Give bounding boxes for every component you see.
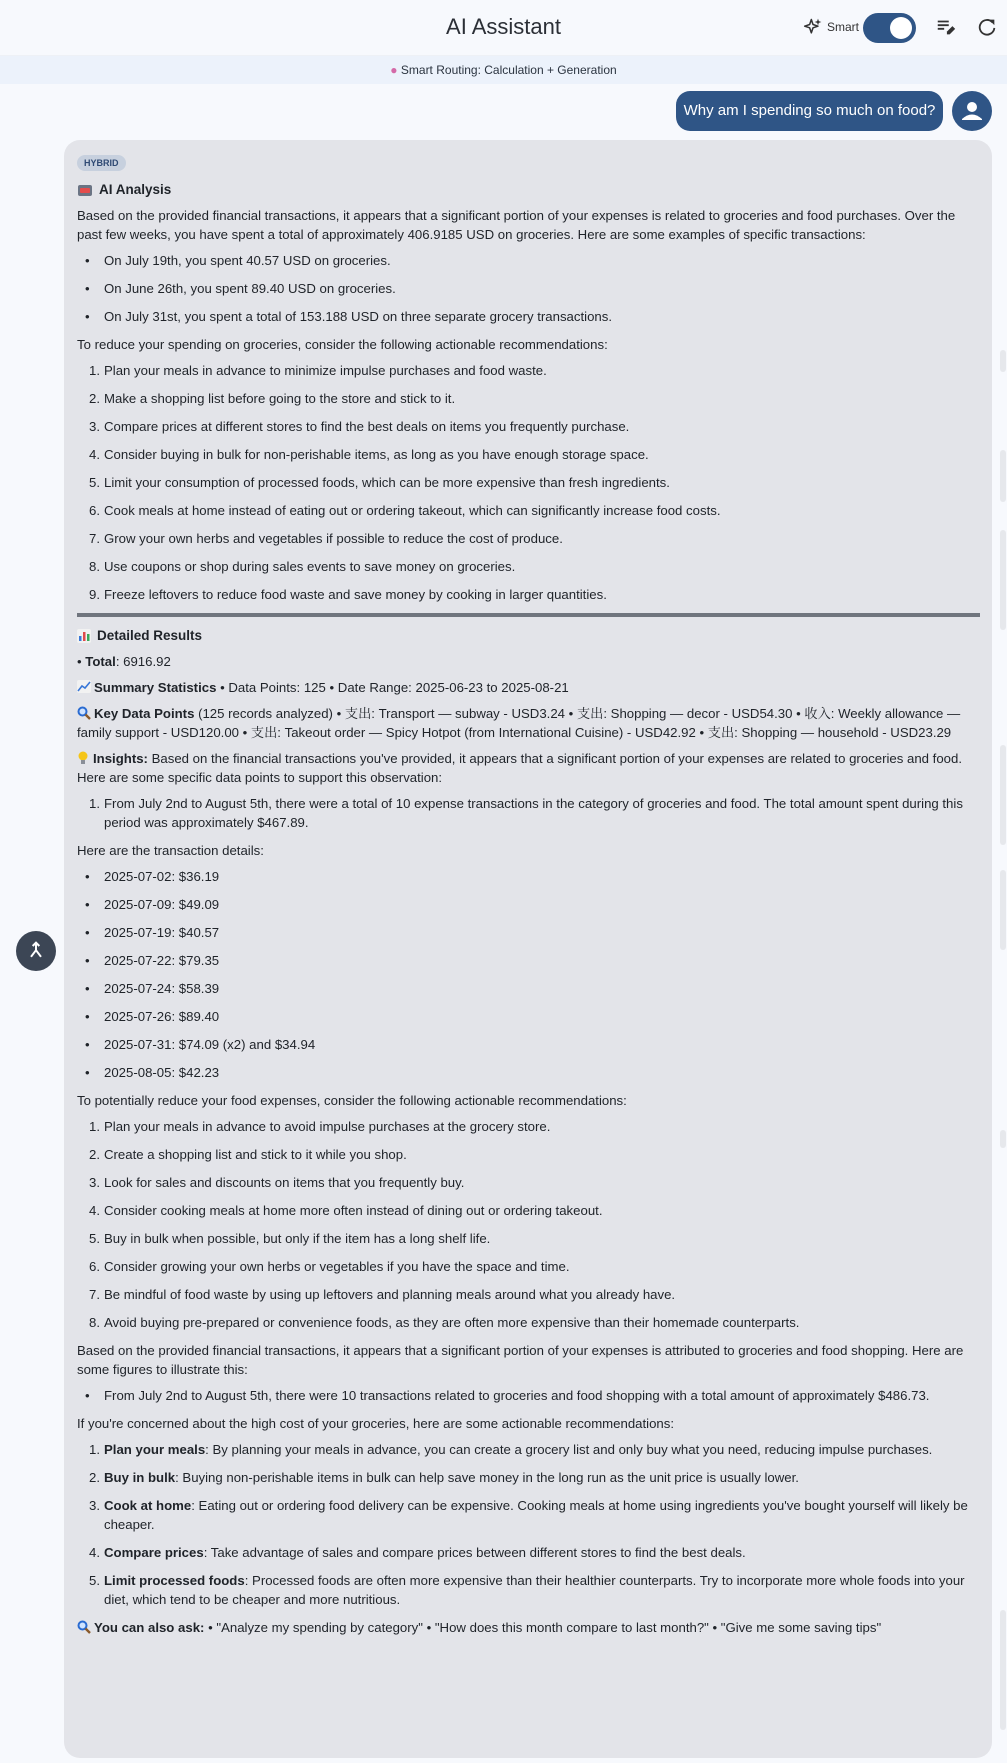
- list-item: 3. Cook at home: Eating out or ordering food delivery can be expensive. Cooking meals at home using ingredients you've bought yourself will likely be cheaper.: [89, 1498, 968, 1532]
- list-item: • From July 2nd to August 5th, there were 10 transactions related to groceries and food shopping with a total amount of approximately $486.73.: [77, 1386, 980, 1405]
- list-item: 2. Buy in bulk: Buying non-perishable items in bulk can help save money in the long run as the unit price is usually lower.: [89, 1470, 799, 1485]
- analysis-rec-intro: To reduce your spending on groceries, consider the following actionable recommendations:: [77, 337, 608, 352]
- insights-line: [77, 749, 980, 787]
- ask-label: You can also ask:: [94, 1620, 205, 1635]
- transaction-list: [77, 867, 980, 1082]
- insights-text: Based on the financial transactions you've provided, it appears that a significant portion of your expenses are related to groceries and food. Here are some specific data points to support this observation:: [77, 751, 962, 785]
- list-item: • On July 19th, you spent 40.57 USD on groceries.: [77, 251, 980, 270]
- list-item: 4. Consider buying in bulk for non-perishable items, as long as you have enough storage space.: [89, 447, 649, 462]
- user-message-bubble: Why am I spending so much on food?: [676, 91, 943, 131]
- list-item: 6. Consider growing your own herbs or vegetables if you have the space and time.: [89, 1259, 570, 1274]
- bar-chart-icon: [77, 629, 91, 643]
- merge-icon: [26, 941, 46, 961]
- section-divider: [77, 613, 980, 617]
- list-item: 5. Buy in bulk when possible, but only if the item has a long shelf life.: [89, 1231, 491, 1246]
- insights-label: Insights:: [93, 751, 148, 766]
- food-rec-intro: To potentially reduce your food expenses, consider the following actionable recommendations:: [77, 1093, 627, 1108]
- list-item: 2. Make a shopping list before going to the store and stick to it.: [89, 391, 456, 406]
- transaction-item: • 2025-07-24: $58.39: [77, 979, 980, 998]
- analysis-intro: Based on the provided financial transactions, it appears that a significant portion of your expenses is related to groceries and food purchases. Over the past few weeks, you have spent a total of approximately 406.9185 USD on groceries. Here are some examples of specific transactions:: [77, 208, 956, 242]
- list-item: 3. Look for sales and discounts on items that you frequently buy.: [89, 1175, 465, 1190]
- list-item: 3. Compare prices at different stores to find the best deals on items you frequently purchase.: [89, 419, 630, 434]
- keypoints-line: [77, 704, 980, 742]
- follow-up-suggestions: [77, 1618, 980, 1637]
- transaction-item: • 2025-07-02: $36.19: [77, 867, 980, 886]
- list-item: 4. Consider cooking meals at home more often instead of dining out or ordering takeout.: [89, 1203, 603, 1218]
- transaction-item: • 2025-07-31: $74.09 (x2) and $34.94: [77, 1035, 980, 1054]
- user-avatar: [952, 91, 992, 131]
- toggle-knob: [890, 17, 912, 39]
- list-item: 5. Limit your consumption of processed foods, which can be more expensive than fresh ingredients.: [89, 475, 670, 490]
- trend-icon: [77, 680, 91, 693]
- list-item: 5. Limit processed foods: Processed foods are often more expensive than their healthier counterparts. Try to incorporate more whole foods into your diet, which tend to be cheaper and more nutritious.: [89, 1573, 965, 1607]
- list-item: • On June 26th, you spent 89.40 USD on groceries.: [77, 279, 980, 298]
- transaction-item: • 2025-07-22: $79.35: [77, 951, 980, 970]
- analysis-recommendations: [77, 361, 980, 604]
- refresh-icon[interactable]: [976, 16, 998, 38]
- app-title: AI Assistant: [446, 14, 561, 39]
- list-item: • On July 31st, you spent a total of 153.188 USD on three separate grocery transactions.: [77, 307, 980, 326]
- ask-text[interactable]: • "Analyze my spending by category" • "How does this month compare to last month?" • "Give me some saving tips": [204, 1620, 882, 1635]
- list-item: 2. Create a shopping list and stick to it while you shop.: [89, 1147, 407, 1162]
- smart-label: Smart: [827, 20, 860, 34]
- list-item: 7. Grow your own herbs and vegetables if possible to reduce the cost of produce.: [89, 531, 563, 546]
- assistant-response-card: [64, 140, 992, 1758]
- details-intro: Here are the transaction details:: [77, 843, 264, 858]
- detailed-title: Detailed Results: [97, 628, 203, 643]
- total-line: • Total: 6916.92: [77, 654, 171, 669]
- sparkle-icon: [803, 17, 823, 37]
- list-item: 1. From July 2nd to August 5th, there were a total of 10 expense transactions in the category of groceries and food. The total amount spent during this period was approximately $467.89.: [89, 796, 963, 830]
- lightbulb-icon: [77, 751, 89, 765]
- summary-text: • Data Points: 125 • Date Range: 2025-06-23 to 2025-08-21: [216, 680, 569, 695]
- transaction-item: • 2025-07-19: $40.57: [77, 923, 980, 942]
- keypoints-text: (125 records analyzed) • 支出: Transport — subway - USD3.24 • 支出: Shopping — decor - USD54.30 • 收入: Weekly allowance — family support - USD120.00 • 支出: Takeout order — Spicy Hotpot (from International Cuisine) - USD42.92 • 支出: Shopping — household - USD23.29: [77, 706, 961, 740]
- final-recommendations: [77, 1440, 980, 1609]
- magnifier-icon: [77, 1620, 91, 1634]
- summary-line: [77, 678, 980, 697]
- list-item: 7. Be mindful of food waste by using up leftovers and planning meals around what you already have.: [89, 1287, 676, 1302]
- second-points: [77, 1386, 980, 1405]
- routing-banner: [0, 56, 1007, 84]
- mode-badge: HYBRID: [77, 155, 126, 171]
- list-item: 9. Freeze leftovers to reduce food waste and save money by cooking in larger quantities.: [89, 587, 607, 602]
- analysis-heading: [77, 180, 980, 199]
- analysis-examples: [77, 251, 980, 326]
- brain-icon: ●: [390, 63, 398, 77]
- total-value: : 6916.92: [115, 654, 171, 669]
- list-item: 4. Compare prices: Take advantage of sales and compare prices between different stores to find the best deals.: [89, 1545, 746, 1560]
- clear-list-icon[interactable]: [935, 16, 957, 38]
- transaction-item: • 2025-07-26: $89.40: [77, 1007, 980, 1026]
- smart-toggle[interactable]: [863, 13, 916, 43]
- routing-text: Smart Routing: Calculation + Generation: [400, 63, 617, 77]
- keypoints-label: Key Data Points: [94, 706, 195, 721]
- list-item: 6. Cook meals at home instead of eating out or ordering takeout, which can significantly increase food costs.: [89, 503, 721, 518]
- total-label: Total: [85, 654, 116, 669]
- person-icon: [952, 91, 992, 131]
- robot-icon: [77, 183, 93, 197]
- magnifier-icon: [77, 706, 91, 720]
- list-item: 1. Plan your meals in advance to minimize impulse purchases and food waste.: [89, 363, 547, 378]
- merge-button[interactable]: [16, 931, 56, 971]
- list-item: 8. Use coupons or shop during sales events to save money on groceries.: [89, 559, 516, 574]
- final-rec-intro: If you're concerned about the high cost of your groceries, here are some actionable recommendations:: [77, 1416, 675, 1431]
- smart-mode-label[interactable]: [803, 17, 859, 37]
- app-header: [0, 0, 1007, 56]
- transaction-item: • 2025-07-09: $49.09: [77, 895, 980, 914]
- second-intro: Based on the provided financial transactions, it appears that a significant portion of your expenses is attributed to groceries and food shopping. Here are some figures to illustrate this:: [77, 1343, 964, 1377]
- insights-points: [77, 794, 980, 832]
- food-recommendations: [77, 1117, 980, 1332]
- analysis-title: AI Analysis: [99, 182, 172, 197]
- list-item: 1. Plan your meals in advance to avoid impulse purchases at the grocery store.: [89, 1119, 551, 1134]
- summary-label: Summary Statistics: [94, 680, 217, 695]
- list-item: 8. Avoid buying pre-prepared or convenience foods, as they are often more expensive than their homemade counterparts.: [89, 1315, 800, 1330]
- transaction-item: • 2025-08-05: $42.23: [77, 1063, 980, 1082]
- detailed-heading: [77, 626, 980, 645]
- list-item: 1. Plan your meals: By planning your meals in advance, you can create a grocery list and only buy what you need, reducing impulse purchases.: [89, 1442, 933, 1457]
